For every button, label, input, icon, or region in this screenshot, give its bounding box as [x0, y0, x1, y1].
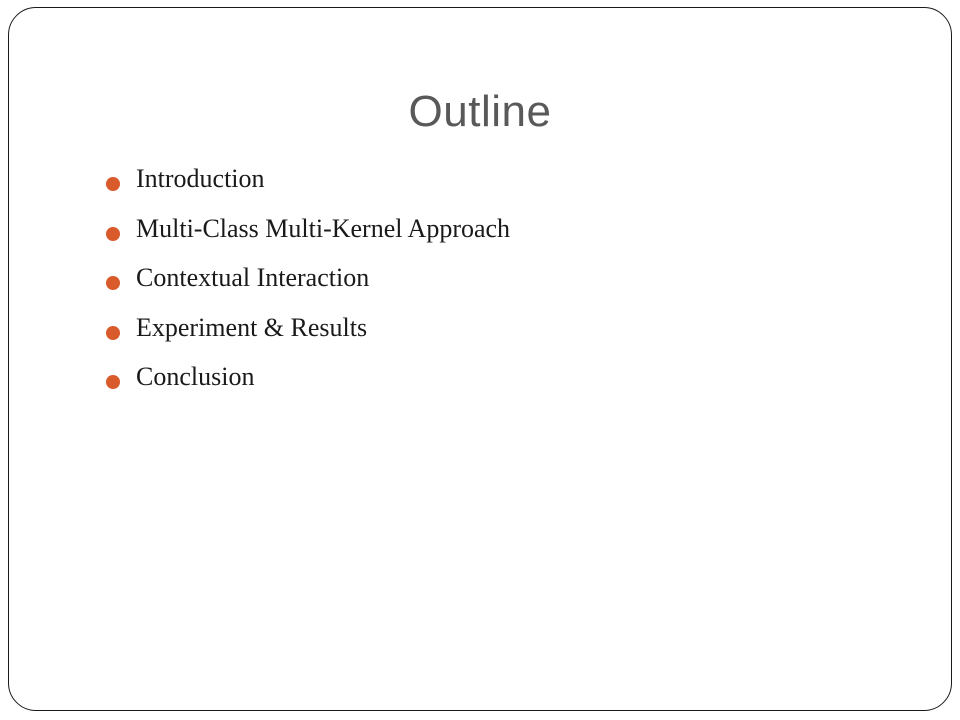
bullet-dot-icon — [106, 227, 120, 241]
bullet-dot-icon — [106, 177, 120, 191]
bullet-text: Conclusion — [136, 362, 255, 391]
bullet-dot-icon — [106, 375, 120, 389]
slide-title: Outline — [408, 87, 552, 136]
list-item — [104, 259, 884, 309]
list-item — [104, 358, 884, 408]
list-item — [104, 160, 884, 210]
list-item — [104, 210, 884, 260]
bullet-dot-icon — [106, 326, 120, 340]
bullet-list — [104, 160, 884, 408]
bullet-text: Experiment & Results — [136, 312, 368, 342]
bullet-text: Contextual Interaction — [136, 263, 370, 292]
bullet-dot-icon — [106, 276, 120, 290]
bullet-text: Introduction — [136, 164, 265, 193]
bullet-text: Multi-Class Multi-Kernel Approach — [136, 213, 511, 243]
list-item — [104, 309, 884, 359]
